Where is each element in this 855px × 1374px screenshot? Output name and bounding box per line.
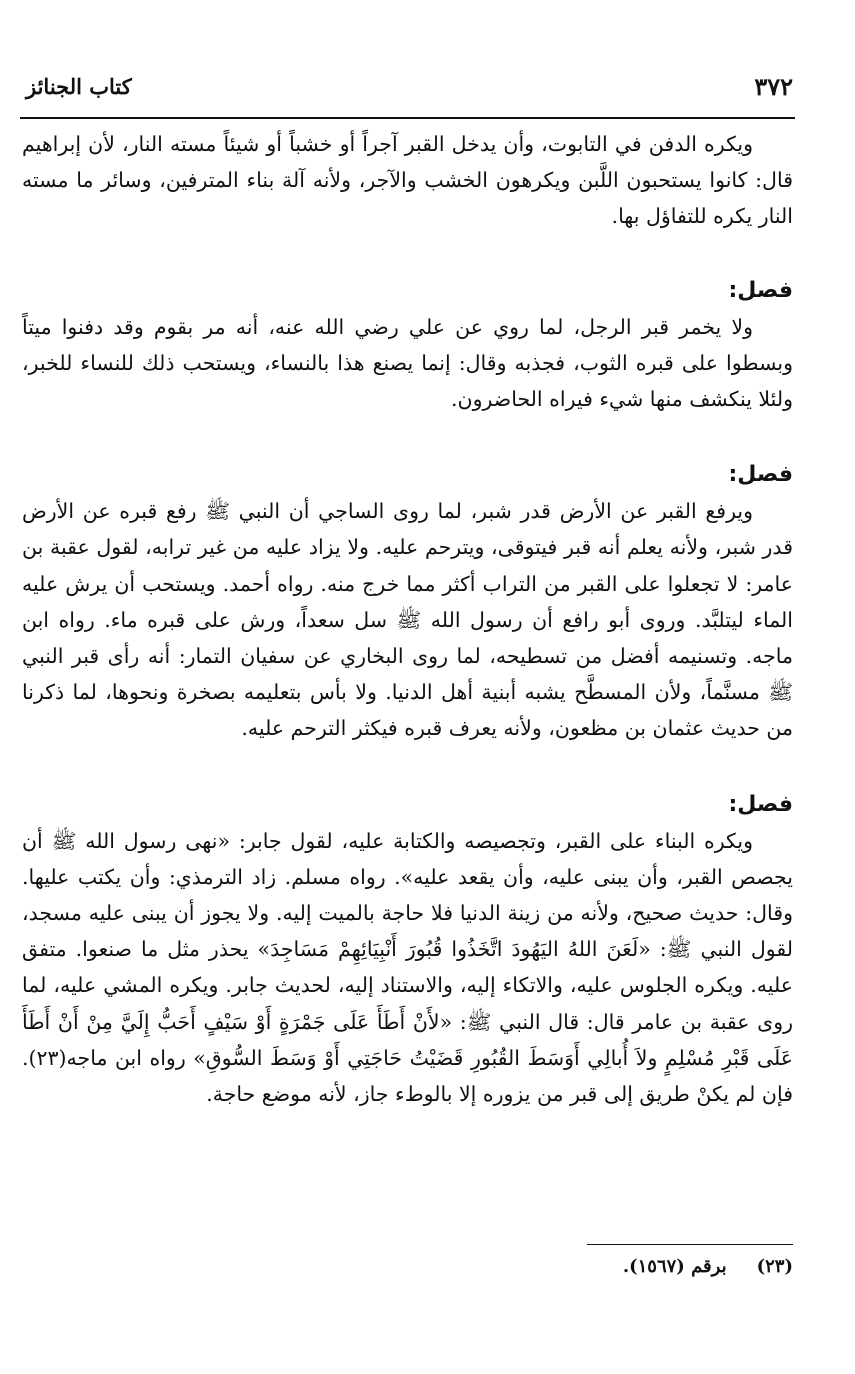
page-body: [22, 126, 793, 1112]
intro-paragraph: ويكره الدفن في التابوت، وأن يدخل القبر آجراً أو خشباً أو شيئاً مسته النار، لأن إبراهيم قال: كانوا يستحبون اللَّبن ويكرهون الخشب والآجر، ولأنه آلة بناء المترفين، وسائر ما مسته النار يكره للتفاؤل بها.: [22, 132, 793, 229]
section-1-title: فصل:: [728, 277, 793, 303]
page-header: [26, 64, 793, 108]
page-number: ٣٧٢: [754, 71, 793, 101]
footnote-text: برقم (١٥٦٧).: [622, 1256, 727, 1277]
footnote: [623, 1256, 793, 1277]
header-rule: [20, 117, 795, 119]
section-2-paragraph: ويرفع القبر عن الأرض قدر شبر، لما روى الساجي أن النبي ﷺ رفع قبره عن الأرض قدر شبر، ولأنه يعلم أنه قبر فيتوقى، ويترحم عليه. ولا يزاد عليه من غير ترابه، لقول عقبة بن عامر: لا تجعلوا على القبر من التراب أكثر مما خرج منه. رواه أحمد. ويستحب أن يرش عليه الماء ليتلبَّد. وروى أبو رافع أن رسول الله ﷺ سل سعداً، ورش على قبره ماء. رواه ابن ماجه. وتسنيمه أفضل من تسطيحه، لما روى البخاري عن سفيان التمار: أنه رأى قبر النبي ﷺ مسنَّماً، ولأن المسطَّح يشبه أبنية أهل الدنيا. ولا بأس بتعليمه بصخرة ونحوها، لما ذكرنا من حديث عثمان بن مظعون، ولأنه يعرف قبره فيكثر الترحم عليه.: [22, 499, 793, 741]
footnote-number: (٢٣): [756, 1256, 793, 1277]
book-title: كتاب الجنائز: [26, 73, 132, 99]
section-1-paragraph: ولا يخمر قبر الرجل، لما روي عن علي رضي الله عنه، أنه مر بقوم وقد دفنوا ميتاً وبسطوا على قبره الثوب، فجذبه وقال: إنما يصنع هذا بالنساء، ويستحب ذلك للنساء للخبر، ولئلا ينكشف منها شيء فيراه الحاضرون.: [22, 314, 793, 412]
footnote-rule: [587, 1244, 793, 1245]
section-2-title: فصل:: [728, 462, 793, 488]
section-3-title: فصل:: [728, 791, 793, 817]
section-3-paragraph: ويكره البناء على القبر، وتجصيصه والكتابة عليه، لقول جابر: «نهى رسول الله ﷺ أن يجصص القبر، وأن يبنى عليه، وأن يقعد عليه». رواه مسلم. زاد الترمذي: وأن يكتب عليها. وقال: حديث صحيح، ولأنه من زينة الدنيا فلا حاجة بالميت إليه. ولا يجوز أن يبنى عليه مسجد، لقول النبي ﷺ: «لَعَنَ اللهُ اليَهُودَ اتَّخَذُوا قُبُورَ أَنْبِيَائِهِمْ مَسَاجِدَ» يحذر مثل ما صنعوا. متفق عليه. ويكره الجلوس عليه، والاتكاء إليه، والاستناد إليه، لحديث جابر. ويكره المشي عليه، لما روى عقبة بن عامر قال: قال النبي ﷺ: «لأَنْ أَطَأَ عَلَى جَمْرَةٍ أَوْ سَيْفٍ أَحَبُّ إِلَيَّ مِنْ أَنْ أَطَأَ عَلَى قَبْرِ مُسْلِمٍ ولاَ أُبالِي أَوَسَطَ القُبُورِ قَضَيْتُ حَاجَتِي أَوْ وَسَطَ السُّوقِ» رواه ابن ماجه(٢٣). فإن لم يكنْ طريق إلى قبر من يزوره إلا بالوطء جاز، لأنه موضع حاجة.: [22, 828, 793, 1107]
